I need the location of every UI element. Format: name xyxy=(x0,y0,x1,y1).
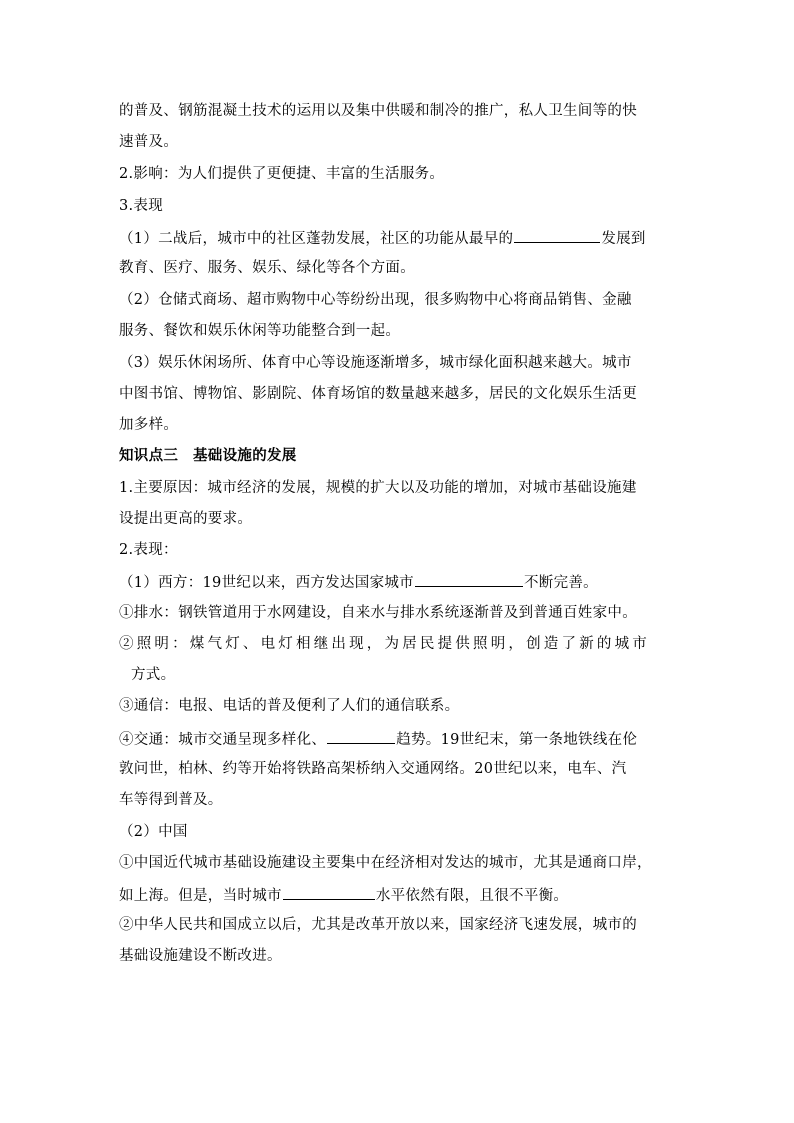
text-segment: 水平依然有限，且很不平衡。 xyxy=(375,888,569,904)
text-line: （2）仓储式商场、超市购物中心等纷纷出现，很多购物中心将商品销售、金融 xyxy=(119,292,632,308)
text-line: 2.表现： xyxy=(119,542,178,558)
text-segment: （1）西方：19世纪以来，西方发达国家城市 xyxy=(119,575,414,591)
text-segment: （1）二战后，城市中的社区蓬勃发展，社区的功能从最早的 xyxy=(119,231,514,247)
text-line: ②中华人民共和国成立以后，尤其是改革开放以来，国家经济飞速发展，城市的 xyxy=(119,917,637,933)
text-line: 基础设施建设不断改进。 xyxy=(119,948,282,964)
text-segment: 发展到 xyxy=(601,231,646,247)
section-heading: 知识点三 基础设施的发展 xyxy=(119,447,297,464)
text-line: 3.表现 xyxy=(119,198,164,214)
text-line-with-blank xyxy=(119,227,646,249)
text-line: 车等得到普及。 xyxy=(119,792,223,808)
text-line: （3）娱乐休闲场所、体育中心等设施逐渐增多，城市绿化面积越来越大。城市 xyxy=(119,355,632,371)
text-line: 速普及。 xyxy=(119,134,179,150)
text-line: 方式。 xyxy=(131,667,176,683)
text-line: （2）中国 xyxy=(119,824,188,840)
text-line: 敦问世，柏林、约等开始将铁路高架桥纳入交通网络。20世纪以来，电车、汽 xyxy=(119,761,627,777)
text-line: 中图书馆、博物馆、影剧院、体育场馆的数量越来越多，居民的文化娱乐生活更 xyxy=(119,386,637,402)
text-line: 1.主要原因：城市经济的发展，规模的扩大以及功能的增加，对城市基础设施建 xyxy=(119,480,637,496)
text-segment: 趋势。19世纪末，第一条地铁线在伦 xyxy=(396,732,638,748)
text-line: 服务、餐饮和娱乐休闲等功能整合到一起。 xyxy=(119,323,401,339)
text-line-with-blank xyxy=(119,884,568,906)
text-line: ①中国近代城市基础设施建设主要集中在经济相对发达的城市，尤其是通商口岸， xyxy=(119,855,652,871)
text-line: 设提出更高的要求。 xyxy=(119,511,253,527)
text-line: 2.影响：为人们提供了更便捷、丰富的生活服务。 xyxy=(119,166,445,182)
text-segment: 如上海。但是，当时城市 xyxy=(119,888,282,904)
text-line-with-blank xyxy=(119,571,598,593)
fill-in-blank[interactable] xyxy=(283,884,375,900)
text-line-with-blank xyxy=(119,728,637,750)
text-line: ③通信：电报、电话的普及便利了人们的通信联系。 xyxy=(119,698,460,714)
text-line: 的普及、钢筋混凝土技术的运用以及集中供暖和制冷的推广，私人卫生间等的快 xyxy=(119,103,637,119)
text-segment: 不断完善。 xyxy=(523,575,598,591)
text-line: 加多样。 xyxy=(119,417,179,433)
text-line: ②照明：煤气灯、电灯相继出现，为居民提供照明，创造了新的城市 xyxy=(119,636,650,652)
fill-in-blank[interactable] xyxy=(514,227,600,243)
text-segment: ④交通：城市交通呈现多样化、 xyxy=(119,732,327,748)
text-line: ①排水：钢铁管道用于水网建设，自来水与排水系统逐渐普及到普通百姓家中。 xyxy=(119,605,637,621)
text-line: 教育、医疗、服务、娱乐、绿化等各个方面。 xyxy=(119,260,415,276)
fill-in-blank[interactable] xyxy=(415,571,523,587)
fill-in-blank[interactable] xyxy=(327,728,395,744)
